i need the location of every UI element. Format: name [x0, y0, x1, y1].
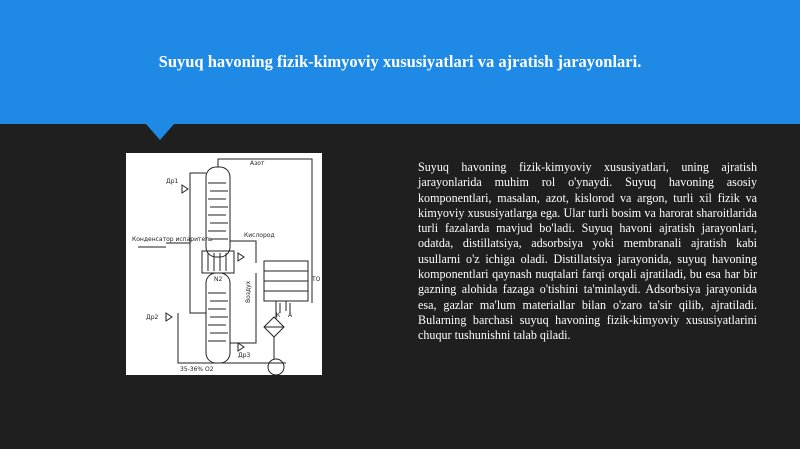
label-kislorod: Кислород [244, 232, 275, 239]
label-o2: 35-36% O2 [180, 366, 214, 373]
lower-column [206, 273, 230, 363]
label-k: К [276, 312, 281, 319]
label-vozduh: Воздух [245, 280, 252, 303]
slide-title: Suyuq havoning fizik-kimyoviy xususiyatlari va ajratish jarayonlari. [158, 52, 642, 71]
upper-column [206, 167, 230, 257]
label-a: А [288, 312, 293, 319]
label-n2: N2 [214, 276, 223, 283]
slide-body-text: Suyuq havoning fizik-kimyoviy xususiyatlari, uning ajratish jarayonlarida muhim rol o'ynaydi. Suyuq havoning asosiy komponentlari, masalan, azot, kislorod va argon, turli xil fizik va kimyoviy xususiyatlarga ega. Ular turli bosim va harorat sharoitlarida turli fazalarda mavjud bo'ladi. Suyuq havoni ajratish jarayonlari, odatda, distillatsiya, adsorbsiya yoki membranali ajratish kabi usullarni o'z ichiga oladi. Distillatsiya jarayonida, suyuq havoning komponentlari qaynash nuqtalari farqi orqali ajratiladi, bu esa har bir gazning alohida fazaga o'tishini ta'minlaydi. Adsorbsiya jarayonida esa, gazlar ma'lum materiallar bilan o'zaro ta'sir qilib, ajratiladi. Bularning barchasi suyuq havoning fizik-kimyoviy xususiyatlarini chuqur tushunishni talab qiladi. [418, 160, 757, 343]
label-kondensator: Конденсатор испаритель [132, 236, 213, 243]
condenser-evaporator [202, 251, 234, 273]
banner-pointer [146, 124, 174, 140]
label-dr2: Дp2 [146, 314, 159, 321]
label-to: ТО [312, 276, 321, 283]
label-dr1: Дp1 [166, 178, 179, 185]
label-azot: Азот [250, 160, 265, 167]
air-separation-diagram [126, 153, 322, 375]
label-dr3: Дp3 [238, 352, 251, 359]
